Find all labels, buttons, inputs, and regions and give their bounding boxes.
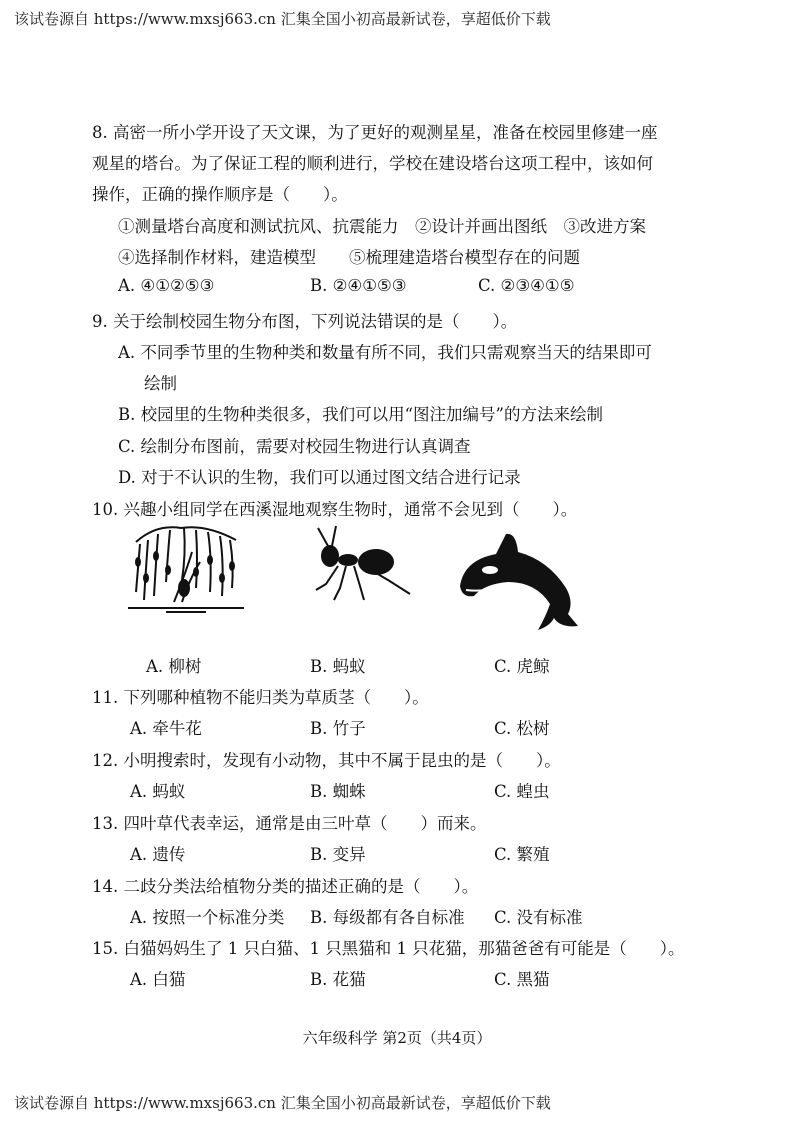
q14-option-b: B. 每级都有各自标准 bbox=[310, 908, 465, 927]
q9-option-a-cont: 绘制 bbox=[144, 374, 177, 393]
q10-option-c: C. 虎鲸 bbox=[494, 657, 550, 676]
q13-stem: 13. 四叶草代表幸运，通常是由三叶草（ ）而来。 bbox=[92, 814, 487, 833]
q8-option-b: B. ②④①⑤③ bbox=[310, 276, 407, 295]
page-number-footer: 六年级科学 第2页（共4页） bbox=[302, 1029, 492, 1047]
q10-stem: 10. 兴趣小组同学在西溪湿地观察生物时，通常不会见到（ ）。 bbox=[92, 500, 578, 519]
q9-option-c: C. 绘制分布图前，需要对校园生物进行认真调查 bbox=[118, 437, 471, 456]
q8-line2: 观星的塔台。为了保证工程的顺利进行，学校在建设塔台这项工程中，该如何 bbox=[92, 154, 653, 173]
q15-option-a: A. 白猫 bbox=[130, 970, 186, 989]
q12-option-a: A. 蚂蚁 bbox=[130, 782, 186, 801]
q13-option-c: C. 繁殖 bbox=[494, 845, 550, 864]
q8-line1: 8. 高密一所小学开设了天文课，为了更好的观测星星，准备在校园里修建一座 bbox=[92, 123, 658, 142]
q9-option-b: B. 校园里的生物种类很多，我们可以用“图注加编号”的方法来绘制 bbox=[118, 405, 603, 424]
q12-option-c: C. 蝗虫 bbox=[494, 782, 550, 801]
q8-option-c: C. ②③④①⑤ bbox=[478, 276, 575, 295]
q13-option-b: B. 变异 bbox=[310, 845, 366, 864]
q9-stem: 9. 关于绘制校园生物分布图，下列说法错误的是（ ）。 bbox=[92, 312, 518, 331]
orca-illustration bbox=[456, 530, 581, 632]
q11-option-c: C. 松树 bbox=[494, 719, 550, 738]
q8-line3: 操作，正确的操作顺序是（ ）。 bbox=[92, 185, 348, 204]
q8-option-a: A. ④①②⑤③ bbox=[118, 276, 215, 295]
q9-option-d: D. 对于不认识的生物，我们可以通过图文结合进行记录 bbox=[118, 468, 521, 487]
q12-option-b: B. 蜘蛛 bbox=[310, 782, 366, 801]
q15-stem: 15. 白猫妈妈生了 1 只白猫、1 只黑猫和 1 只花猫，那猫爸爸有可能是（ ）。 bbox=[92, 939, 685, 958]
source-footer: 该试卷源自 https://www.mxsj663.cn 汇集全国小初高最新试卷，享超低价下载 bbox=[14, 1094, 551, 1112]
q14-option-c: C. 没有标准 bbox=[494, 908, 583, 927]
ant-illustration bbox=[292, 524, 422, 604]
q14-option-a: A. 按照一个标准分类 bbox=[130, 908, 285, 927]
q9-option-a: A. 不同季节里的生物种类和数量有所不同，我们只需观察当天的结果即可 bbox=[118, 343, 652, 362]
source-header: 该试卷源自 https://www.mxsj663.cn 汇集全国小初高最新试卷，享超低价下载 bbox=[14, 10, 551, 28]
q11-stem: 11. 下列哪种植物不能归类为草质茎（ ）。 bbox=[92, 688, 429, 707]
q8-steps-line1: ①测量塔台高度和测试抗风、抗震能力 ②设计并画出图纸 ③改进方案 bbox=[118, 217, 646, 236]
q13-option-a: A. 遗传 bbox=[130, 845, 186, 864]
q8-steps-line2: ④选择制作材料，建造模型 ⑤梳理建造塔台模型存在的问题 bbox=[118, 248, 580, 267]
willow-tree-illustration bbox=[126, 522, 246, 614]
q11-option-a: A. 牵牛花 bbox=[130, 719, 202, 738]
q11-option-b: B. 竹子 bbox=[310, 719, 366, 738]
q10-option-a: A. 柳树 bbox=[146, 657, 202, 676]
q14-stem: 14. 二歧分类法给植物分类的描述正确的是（ ）。 bbox=[92, 877, 479, 896]
q15-option-c: C. 黑猫 bbox=[494, 970, 550, 989]
q12-stem: 12. 小明搜索时，发现有小动物，其中不属于昆虫的是（ ）。 bbox=[92, 751, 561, 770]
q15-option-b: B. 花猫 bbox=[310, 970, 366, 989]
q10-option-b: B. 蚂蚁 bbox=[310, 657, 366, 676]
